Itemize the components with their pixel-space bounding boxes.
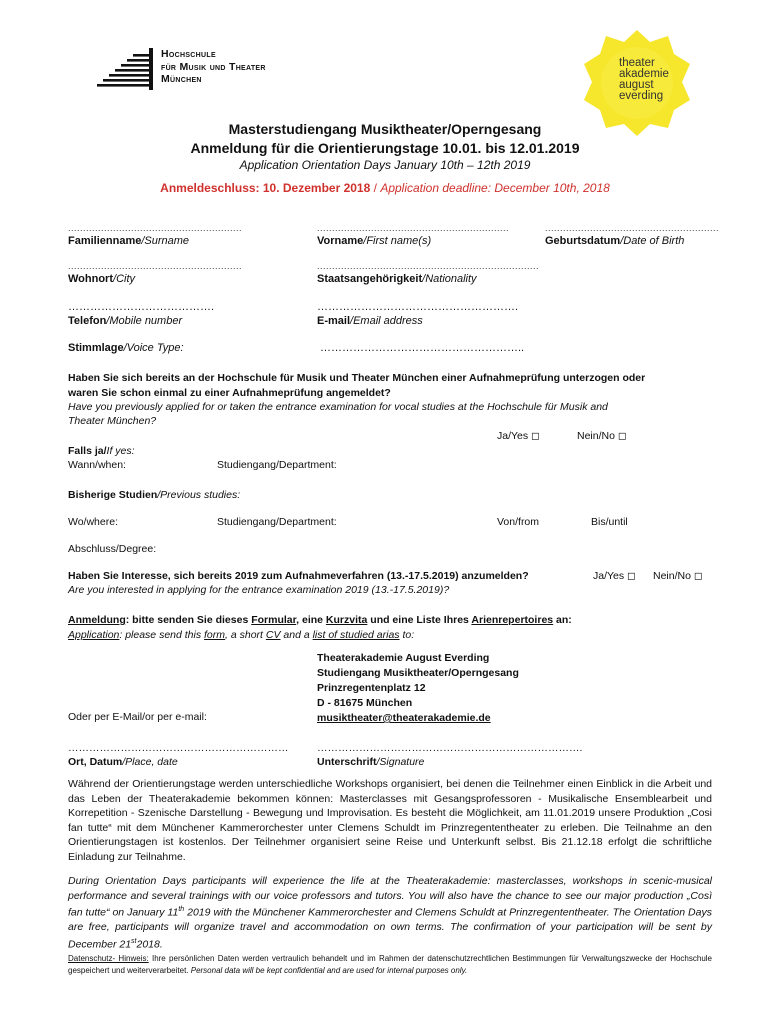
question1-en-line1: Have you previously applied for or taken the entrance examination for vocal studies at the Hochschule für Musik and <box>68 401 608 413</box>
send-de-f: und eine Liste Ihres <box>367 614 472 626</box>
email-label-en: /Email address <box>350 315 423 327</box>
question1-en-line2: Theater München? <box>68 415 157 427</box>
question1-no-checkbox[interactable]: Nein/No ◻ <box>577 430 627 442</box>
send-de-g: Arienrepertoires <box>471 614 554 626</box>
email-label-de: E-mail <box>317 315 351 327</box>
phone-label-de: Telefon <box>68 315 107 327</box>
address-line-1: Theaterakademie August Everding <box>317 652 490 664</box>
signature-label-en: /Signature <box>376 756 425 768</box>
deadline-en: Application deadline: December 10th, 2018 <box>380 181 610 195</box>
place-date-field[interactable]: ……………………………………………………… <box>68 742 289 754</box>
nationality-label-en: /Nationality <box>422 273 477 285</box>
ta-line-3: august <box>619 79 654 91</box>
place-date-label <box>68 756 178 768</box>
phone-label-en: /Mobile number <box>106 315 183 327</box>
dob-label-de: Geburtsdatum <box>545 235 621 247</box>
phone-field[interactable]: …………………………………. <box>68 301 215 313</box>
address-line-3: Prinzregentenplatz 12 <box>317 682 426 694</box>
info-paragraph-en <box>68 874 712 952</box>
question2-yes-checkbox[interactable]: Ja/Yes ◻ <box>593 570 636 582</box>
info-paragraph-de: Während der Orientierungstage werden unterschiedliche Workshops organisiert, bei denen die Teilnehmer einen Einblick in die Arbeit und das Leben der Theaterakademie bekommen können: Masterclasses mit Gesangsprofessoren - Musikalische Ensemblearbeit und Korrepetition - Szenische Darstellung - Bewegung und Improvisation. Es besteht die Möglichkeit, am 11.01.2019 unsere Produktion „Cosi fan tutte“ mit dem Münchener Kammerorchester unter Clemens Schuldt im Prinzregententheater zu erleben. Die Teilnahme an den Orientierungstagen ist kostenlos. Der Teilnehmer organisiert seine Reise und Unterkunft selbst. Bis 21.12.18 erfolgt die schriftliche Einladung zur Teilnahme. <box>68 778 712 863</box>
surname-field[interactable]: .......................................................... <box>68 223 243 233</box>
question1-de-line1: Haben Sie sich bereits an der Hochschule für Musik und Theater München einer Aufnahmeprüfung unterzogen oder <box>68 372 646 384</box>
voice-field[interactable]: ……………………………………………….. <box>320 342 525 354</box>
if-yes-label-en: If yes: <box>106 445 135 457</box>
hmt-logo-text <box>161 48 266 86</box>
ta-line-4: everding <box>619 90 664 102</box>
nationality-field[interactable]: .......................................................................... <box>317 261 540 271</box>
when-label: Wann/when: <box>68 459 126 471</box>
question2-en: Are you interested in applying for the entrance examination 2019 (13.-17.5.2019)? <box>68 584 450 596</box>
city-field[interactable]: .......................................................... <box>68 261 243 271</box>
or-email-label: Oder per E-Mail/or per e-mail: <box>68 711 207 723</box>
info-en-part3: 2018. <box>136 938 163 951</box>
firstname-label-de: Vorname <box>317 235 364 247</box>
surname-label-de: Familienname <box>68 235 142 247</box>
privacy-note <box>68 953 712 976</box>
logo-line-3: München <box>161 73 202 85</box>
send-en-a: Application <box>68 629 120 641</box>
previous-studies-label <box>68 489 240 501</box>
logo-line-2: für Musik und Theater <box>161 60 266 73</box>
nationality-label-de: Staatsangehörigkeit <box>317 273 423 285</box>
place-date-label-de: Ort, Datum <box>68 756 123 768</box>
phone-label <box>68 315 182 327</box>
dob-field[interactable]: .......................................................... <box>545 223 720 233</box>
send-en-e: CV <box>265 629 281 641</box>
where-label: Wo/where: <box>68 516 118 528</box>
previous-studies-label-en: /Previous studies: <box>157 489 241 501</box>
deadline <box>0 181 770 195</box>
info-en-sup1: th <box>178 906 185 914</box>
address-line-2: Studiengang Musiktheater/Operngesang <box>317 667 519 679</box>
send-instructions-en <box>68 629 414 641</box>
page-subtitle: Anmeldung für die Orientierungstage 10.01. bis 12.01.2019 <box>190 140 580 156</box>
signature-label <box>317 756 424 768</box>
send-en-h: to: <box>399 629 415 641</box>
signature-field[interactable]: …………………………………………………………………. <box>317 742 583 754</box>
logo-line-1: Hochschule <box>161 48 216 60</box>
from-label: Von/from <box>497 516 540 528</box>
firstname-field[interactable]: ................................................................ <box>317 223 510 233</box>
send-de-b: : bitte senden Sie dieses <box>125 614 252 626</box>
dob-label <box>545 235 684 247</box>
question1-yes-checkbox[interactable]: Ja/Yes ◻ <box>497 430 540 442</box>
send-de-h: an: <box>553 614 572 626</box>
firstname-label <box>317 235 431 247</box>
voice-label-de: Stimmlage <box>68 342 124 354</box>
city-label <box>68 273 135 285</box>
nationality-label <box>317 273 477 285</box>
question2-no-checkbox[interactable]: Nein/No ◻ <box>653 570 703 582</box>
send-en-c: form <box>204 629 226 641</box>
dob-label-en: /Date of Birth <box>620 235 685 247</box>
deadline-separator: / <box>373 181 377 195</box>
address-block <box>317 651 519 726</box>
address-email-link[interactable]: musiktheater@theaterakademie.de <box>317 712 491 724</box>
hmt-logo-icon <box>97 48 157 90</box>
ta-line-1: theater <box>619 57 655 69</box>
firstname-label-en: /First name(s) <box>363 235 432 247</box>
previous-department-label: Studiengang/Department: <box>217 516 337 528</box>
page-subtitle-en: Application Orientation Days January 10th – 12th 2019 <box>239 158 531 172</box>
theaterakademie-logo-text <box>619 58 669 102</box>
send-de-d: , eine <box>296 614 326 626</box>
privacy-text-en: Personal data will be kept confidential and are used for internal purposes only. <box>190 965 468 975</box>
surname-label <box>68 235 189 247</box>
if-yes-label-de: Falls ja/ <box>68 445 107 457</box>
send-en-b: : please send this <box>119 629 205 641</box>
voice-label <box>68 342 184 354</box>
info-en-part1: During Orientation Days participants will experience the life at the Theaterakademie: masterclasses, workshops in scenic-musical performance and several trainings with our voice professors and tutors. You will also have the chance to see our major production „Così fan tutte“ on January 11 <box>68 875 712 919</box>
send-de-a: Anmeldung <box>68 614 126 626</box>
info-en-sup2: st <box>131 937 137 945</box>
city-label-de: Wohnort <box>68 273 114 285</box>
privacy-text-de: Ihre persönlichen Daten werden vertraulich behandelt und im Rahmen der datenschutzrechtlichen Bestimmungen für Verwaltungszwecke der Hochschule gespeichert und weiterverarbeitet. <box>68 954 712 975</box>
city-label-en: /City <box>113 273 136 285</box>
surname-label-en: /Surname <box>141 235 190 247</box>
send-de-c: Formular <box>251 614 297 626</box>
place-date-label-en: /Place, date <box>122 756 178 768</box>
degree-label: Abschluss/Degree: <box>68 543 157 555</box>
privacy-label: Datenschutz- Hinweis: <box>68 954 149 963</box>
voice-label-en: /Voice Type: <box>123 342 184 354</box>
email-label <box>317 315 423 327</box>
send-de-e: Kurzvita <box>325 614 368 626</box>
send-instructions-de <box>68 614 572 626</box>
signature-label-de: Unterschrift <box>317 756 377 768</box>
send-en-g: list of studied arias <box>312 629 400 641</box>
send-en-d: , a short <box>225 629 266 641</box>
question1-de-line2: waren Sie schon einmal zu einer Aufnahmeprüfung angemeldet? <box>68 387 391 399</box>
if-yes-label <box>68 445 135 457</box>
address-line-4: D - 81675 München <box>317 697 413 709</box>
deadline-de: Anmeldeschluss: 10. Dezember 2018 <box>160 181 371 195</box>
question2-de: Haben Sie Interesse, sich bereits 2019 zum Aufnahmeverfahren (13.-17.5.2019) anzumelden? <box>68 570 529 582</box>
previous-studies-label-de: Bisherige Studien <box>68 489 158 501</box>
send-en-f: and a <box>280 629 313 641</box>
page-title: Masterstudiengang Musiktheater/Operngesang <box>228 121 542 137</box>
email-field[interactable]: ………………………………………………. <box>317 301 519 313</box>
until-label: Bis/until <box>591 516 628 528</box>
info-en-part2: 2019 with the Münchener Kammerorchester and Clemens Schuldt at Prinzregententheater. The Orientation Days are free, participants will organize travel and accommodation on own terms. The confirmation of your participation will be sent by December 21 <box>68 906 712 951</box>
q1-department-label: Studiengang/Department: <box>217 459 337 471</box>
ta-line-2: akademie <box>619 68 669 80</box>
